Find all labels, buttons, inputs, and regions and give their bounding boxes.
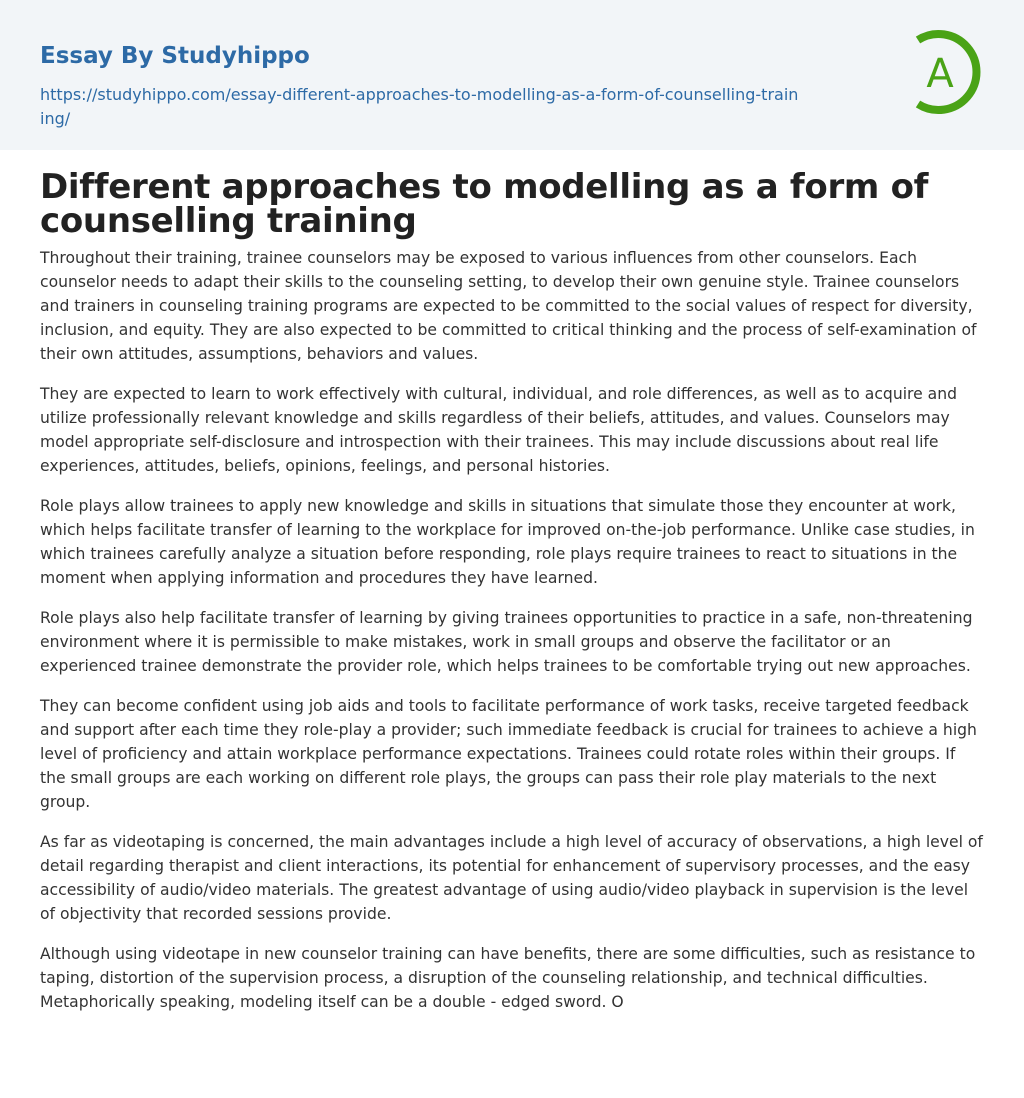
page-header: [0, 0, 1024, 150]
essay-paragraph: Role plays allow trainees to apply new knowledge and skills in situations that simulate those they encounter at work, which helps facilitate transfer of learning to the workplace for improved on-the-job performance. Unlike case studies, in which trainees carefully analyze a situation before responding, role plays require trainees to react to situations in the moment when applying information and procedures they have learned.: [40, 497, 975, 587]
essay-paragraph: Although using videotape in new counselor training can have benefits, there are some difficulties, such as resistance to taping, distortion of the supervision process, a disruption of the counseling relationship, and technical difficulties. Metaphorically speaking, modeling itself can be a double - edged sword. O: [40, 945, 976, 1011]
essay-paragraph: Role plays also help facilitate transfer of learning by giving trainees opportunities to practice in a safe, non-threatening environment where it is permissible to make mistakes, work in small groups and observe the facilitator or an experienced trainee demonstrate the provider role, which helps trainees to be comfortable trying out new approaches.: [40, 609, 973, 675]
essay-paragraph: Throughout their training, trainee counselors may be exposed to various influences from other counselors. Each counselor needs to adapt their skills to the counseling setting, to develop their own genuine style. Trainee counselors and trainers in counseling training programs are expected to be committed to the social values of respect for diversity, inclusion, and equity. They are also expected to be committed to critical thinking and the process of self-examination of their own attitudes, assumptions, behaviors and values.: [40, 249, 977, 363]
essay-paragraph: As far as videotaping is concerned, the main advantages include a high level of accuracy of observations, a high level of detail regarding therapist and client interactions, its potential for enhancement of supervisory processes, and the easy accessibility of audio/video materials. The greatest advantage of using audio/video playback in supervision is the level of objectivity that recorded sessions provide.: [40, 833, 983, 923]
brand-name: Essay By Studyhippo: [40, 43, 310, 69]
studyhippo-logo-icon[interactable]: [896, 28, 988, 116]
logo-letter: A: [926, 51, 954, 97]
essay-paragraph: They are expected to learn to work effectively with cultural, individual, and role differences, as well as to acquire and utilize professionally relevant knowledge and skills regardless of their beliefs, attitudes, and values. Counselors may model appropriate self-disclosure and introspection with their trainees. This may include discussions about real life experiences, attitudes, beliefs, opinions, feelings, and personal histories.: [40, 385, 957, 475]
essay-title: Different approaches to modelling as a form of counselling training: [40, 167, 929, 241]
essay-url-link[interactable]: https://studyhippo.com/essay-different-approaches-to-modelling-as-a-form-of-counselling-training/: [40, 85, 799, 128]
essay-paragraph: They can become confident using job aids and tools to facilitate performance of work tasks, receive targeted feedback and support after each time they role-play a provider; such immediate feedback is crucial for trainees to achieve a high level of proficiency and attain workplace performance expectations. Trainees could rotate roles within their groups. If the small groups are each working on different role plays, the groups can pass their role play materials to the next group.: [40, 697, 977, 811]
essay-content: [0, 167, 1024, 1014]
